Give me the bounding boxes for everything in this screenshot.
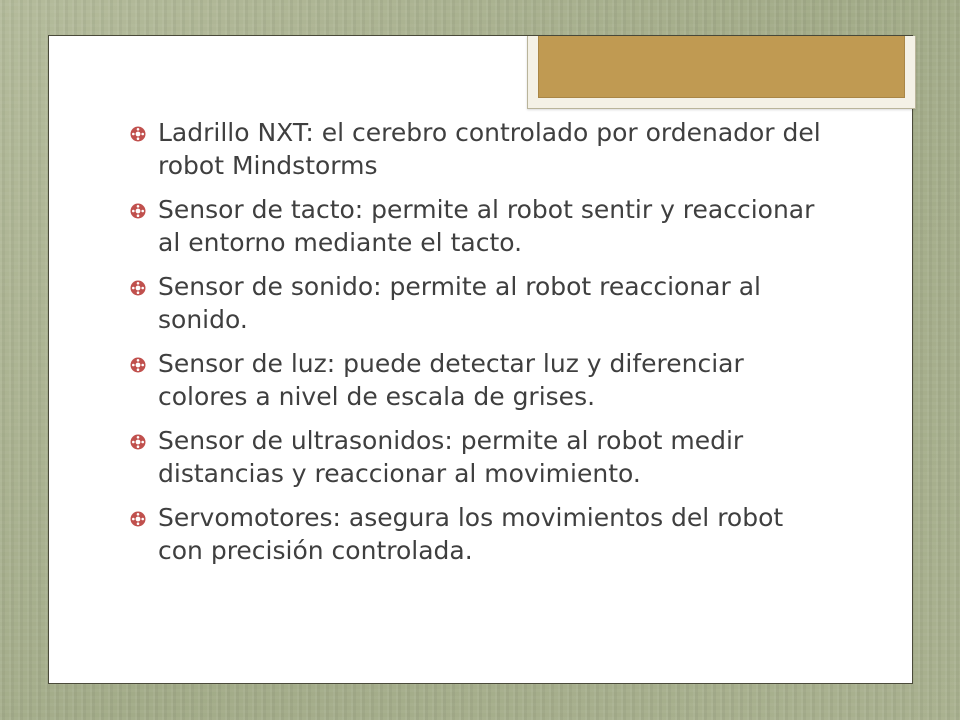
bullet-item	[130, 116, 830, 182]
flower-bullet-icon	[130, 434, 146, 450]
bullet-text: Sensor de ultrasonidos: permite al robot medir distancias y reaccionar al movimiento.	[158, 426, 744, 488]
bullet-text: Ladrillo NXT: el cerebro controlado por ordenador del robot Mindstorms	[158, 118, 821, 180]
bullet-item	[130, 270, 830, 336]
flower-bullet-icon	[130, 126, 146, 142]
bullet-text: Sensor de luz: puede detectar luz y diferenciar colores a nivel de escala de grises.	[158, 349, 744, 411]
bullet-item	[130, 501, 830, 567]
bullet-item	[130, 347, 830, 413]
decorative-title-accent	[538, 36, 905, 98]
bullet-list	[130, 116, 830, 578]
bullet-text: Sensor de tacto: permite al robot sentir y reaccionar al entorno mediante el tacto.	[158, 195, 815, 257]
flower-bullet-icon	[130, 357, 146, 373]
bullet-item	[130, 424, 830, 490]
bullet-text: Servomotores: asegura los movimientos del robot con precisión controlada.	[158, 503, 784, 565]
bullet-text: Sensor de sonido: permite al robot reaccionar al sonido.	[158, 272, 761, 334]
flower-bullet-icon	[130, 280, 146, 296]
decorative-title-frame	[527, 36, 916, 109]
flower-bullet-icon	[130, 511, 146, 527]
flower-bullet-icon	[130, 203, 146, 219]
bullet-item	[130, 193, 830, 259]
